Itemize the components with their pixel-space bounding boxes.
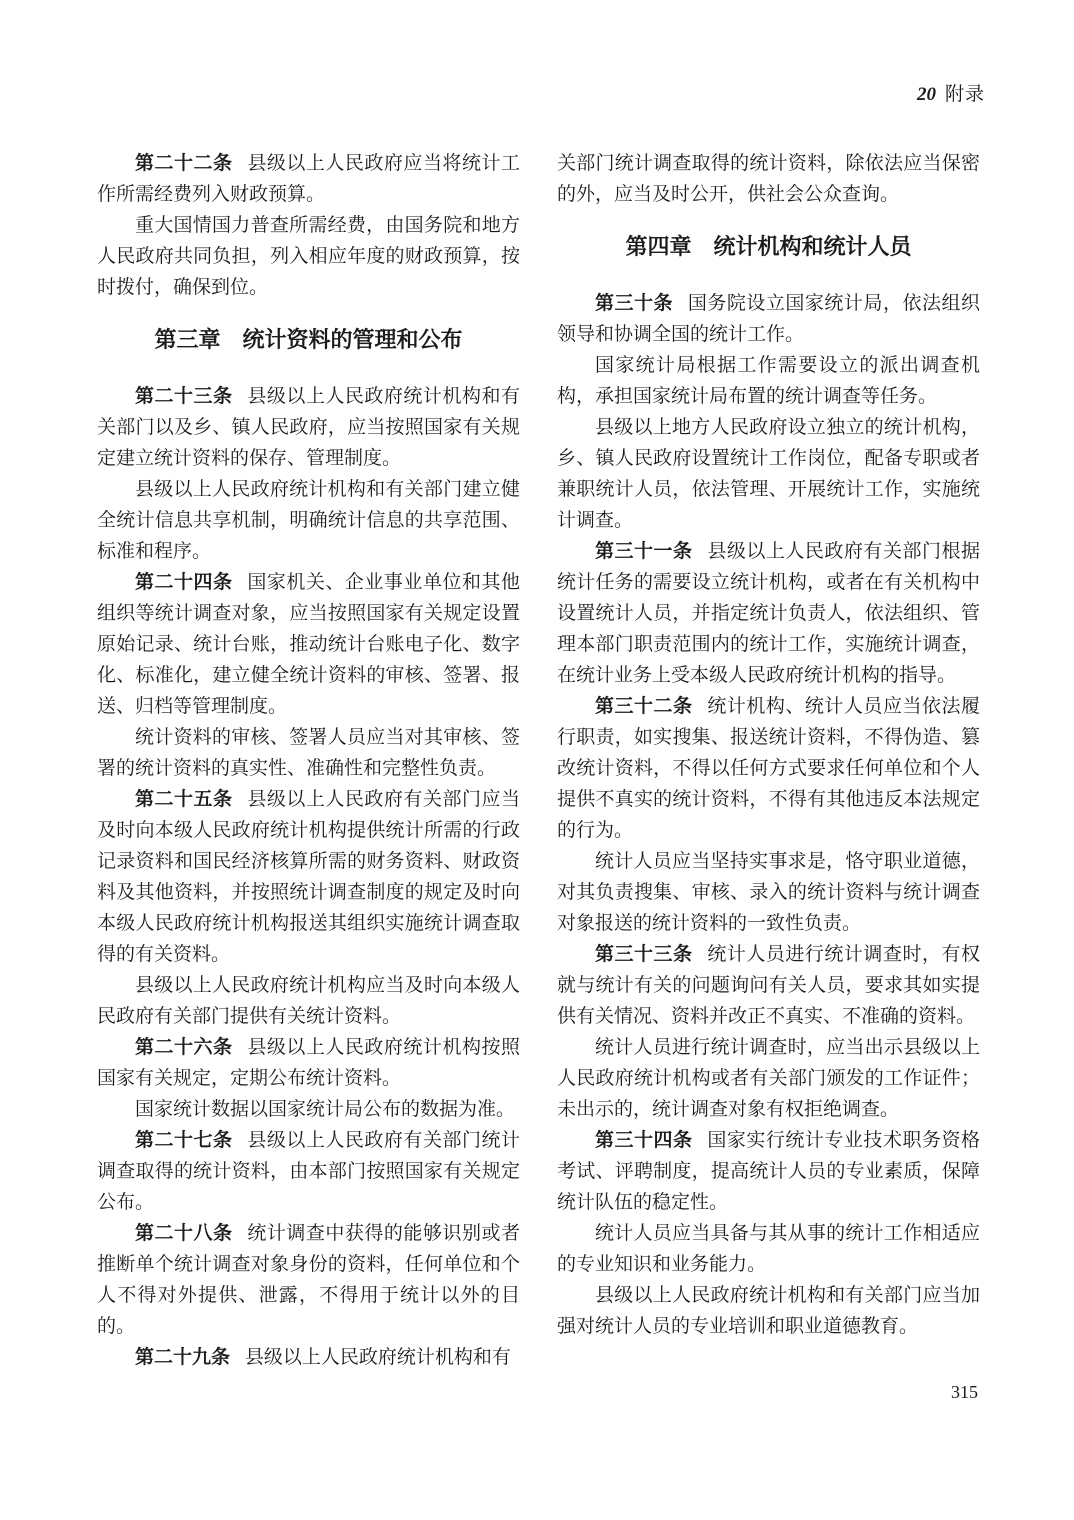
article-paragraph xyxy=(557,288,980,350)
article-paragraph xyxy=(557,691,980,846)
paragraph-text: 县级以上人民政府有关部门应当及时向本级人民政府统计机构提供统计所需的行政记录资料和国民经济核算所需的财务资料、财政资料及其他资料，并按照统计调查制度的规定及时向本级人民政府统计机构报送其组织实施统计调查取得的有关资料。 xyxy=(97,789,520,965)
body-paragraph xyxy=(557,412,980,536)
article-paragraph xyxy=(557,939,980,1032)
article-number: 第二十六条 xyxy=(135,1037,233,1058)
article-paragraph xyxy=(97,567,520,722)
paragraph-text: 统计人员应当具备与其从事的统计工作相适应的专业知识和业务能力。 xyxy=(557,1223,980,1275)
body-paragraph xyxy=(97,210,520,303)
body-paragraph xyxy=(557,1280,980,1342)
article-number: 第二十四条 xyxy=(135,572,233,593)
article-number: 第二十七条 xyxy=(135,1130,233,1151)
continuation-paragraph xyxy=(557,148,980,210)
paragraph-text: 县级以上人民政府统计机构和有关部门应当加强对统计人员的专业培训和职业道德教育。 xyxy=(557,1285,980,1337)
paragraph-text: 国家统计数据以国家统计局公布的数据为准。 xyxy=(135,1099,516,1120)
paragraph-text: 县级以上人民政府统计机构和有 xyxy=(244,1347,511,1368)
article-number: 第三十条 xyxy=(595,293,674,314)
chapter-heading: 第四章 统计机构和统计人员 xyxy=(625,234,912,259)
paragraph-text: 县级以上人民政府有关部门根据统计任务的需要设立统计机构，或者在有关机构中设置统计人员，并指定统计负责人，依法组织、管理本部门职责范围内的统计工作，实施统计调查，在统计业务上受本级人民政府统计机构的指导。 xyxy=(557,541,980,686)
article-paragraph xyxy=(97,1032,520,1094)
body-paragraph xyxy=(557,350,980,412)
body-paragraph xyxy=(97,1094,520,1125)
article-paragraph xyxy=(97,1342,520,1373)
left-column xyxy=(97,148,520,1373)
footer-page-number: 315 xyxy=(951,1382,978,1402)
body-paragraph xyxy=(557,1032,980,1125)
article-paragraph xyxy=(97,784,520,970)
paragraph-text: 县级以上人民政府统计机构和有关部门以及乡、镇人民政府，应当按照国家有关规定建立统计资料的保存、管理制度。 xyxy=(97,386,520,469)
article-paragraph xyxy=(97,148,520,210)
article-paragraph xyxy=(97,381,520,474)
right-column xyxy=(557,148,980,1342)
body-paragraph xyxy=(557,846,980,939)
paragraph-text: 国家实行统计专业技术职务资格考试、评聘制度，提高统计人员的专业素质，保障统计队伍的稳定性。 xyxy=(557,1130,980,1213)
article-number: 第二十三条 xyxy=(135,386,233,407)
body-paragraph xyxy=(97,722,520,784)
article-number: 第二十五条 xyxy=(135,789,233,810)
article-paragraph xyxy=(97,1125,520,1218)
header-section-label: 附录 xyxy=(944,84,985,105)
paragraph-text: 重大国情国力普查所需经费，由国务院和地方人民政府共同负担，列入相应年度的财政预算，按时拨付，确保到位。 xyxy=(97,215,520,298)
article-paragraph xyxy=(557,1125,980,1218)
paragraph-text: 关部门统计调查取得的统计资料，除依法应当保密的外，应当及时公开，供社会公众查询。 xyxy=(557,153,980,205)
paragraph-text: 县级以上人民政府统计机构应当及时向本级人民政府有关部门提供有关统计资料。 xyxy=(97,975,520,1027)
article-paragraph xyxy=(97,1218,520,1342)
paragraph-text: 统计调查中获得的能够识别或者推断单个统计调查对象身份的资料，任何单位和个人不得对外提供、泄露，不得用于统计以外的目的。 xyxy=(97,1223,520,1337)
article-number: 第三十二条 xyxy=(595,696,693,717)
paragraph-text: 县级以上地方人民政府设立独立的统计机构，乡、镇人民政府设置统计工作岗位，配备专职或者兼职统计人员，依法管理、开展统计工作，实施统计调查。 xyxy=(557,417,980,531)
article-number: 第二十二条 xyxy=(135,153,233,174)
paragraph-text: 统计资料的审核、签署人员应当对其审核、签署的统计资料的真实性、准确性和完整性负责。 xyxy=(97,727,520,779)
paragraph-text: 统计人员进行统计调查时，有权就与统计有关的问题询问有关人员，要求其如实提供有关情况、资料并改正不真实、不准确的资料。 xyxy=(557,944,980,1027)
paragraph-text: 县级以上人民政府统计机构和有关部门建立健全统计信息共享机制，明确统计信息的共享范围、标准和程序。 xyxy=(97,479,520,562)
paragraph-text: 县级以上人民政府统计机构按照国家有关规定，定期公布统计资料。 xyxy=(97,1037,520,1089)
paragraph-text: 统计机构、统计人员应当依法履行职责，如实搜集、报送统计资料，不得伪造、篡改统计资料，不得以任何方式要求任何单位和个人提供不真实的统计资料，不得有其他违反本法规定的行为。 xyxy=(557,696,980,841)
article-number: 第二十九条 xyxy=(135,1347,231,1368)
article-number: 第三十一条 xyxy=(595,541,693,562)
article-paragraph xyxy=(557,536,980,691)
header-page-label: 20 xyxy=(916,84,936,105)
body-paragraph xyxy=(97,474,520,567)
paragraph-text: 县级以上人民政府有关部门统计调查取得的统计资料，由本部门按照国家有关规定公布。 xyxy=(97,1130,520,1213)
article-number: 第三十四条 xyxy=(595,1130,693,1151)
body-paragraph xyxy=(557,1218,980,1280)
paragraph-text: 统计人员进行统计调查时，应当出示县级以上人民政府统计机构或者有关部门颁发的工作证件；未出示的，统计调查对象有权拒绝调查。 xyxy=(557,1037,980,1120)
paragraph-text: 统计人员应当坚持实事求是，恪守职业道德，对其负责搜集、审核、录入的统计资料与统计调查对象报送的统计资料的一致性负责。 xyxy=(557,851,980,934)
article-number: 第二十八条 xyxy=(135,1223,233,1244)
paragraph-text: 国家机关、企业事业单位和其他组织等统计调查对象，应当按照国家有关规定设置原始记录、统计台账，推动统计台账电子化、数字化、标准化，建立健全统计资料的审核、签署、报送、归档等管理制度。 xyxy=(97,572,520,717)
page-header xyxy=(0,84,985,106)
chapter-heading: 第三章 统计资料的管理和公布 xyxy=(154,327,463,352)
paragraph-text: 国务院设立国家统计局，依法组织领导和协调全国的统计工作。 xyxy=(557,293,980,345)
paragraph-text: 县级以上人民政府应当将统计工作所需经费列入财政预算。 xyxy=(97,153,520,205)
paragraph-text: 国家统计局根据工作需要设立的派出调查机构，承担国家统计局布置的统计调查等任务。 xyxy=(557,355,980,407)
article-number: 第三十三条 xyxy=(595,944,693,965)
body-paragraph xyxy=(97,970,520,1032)
